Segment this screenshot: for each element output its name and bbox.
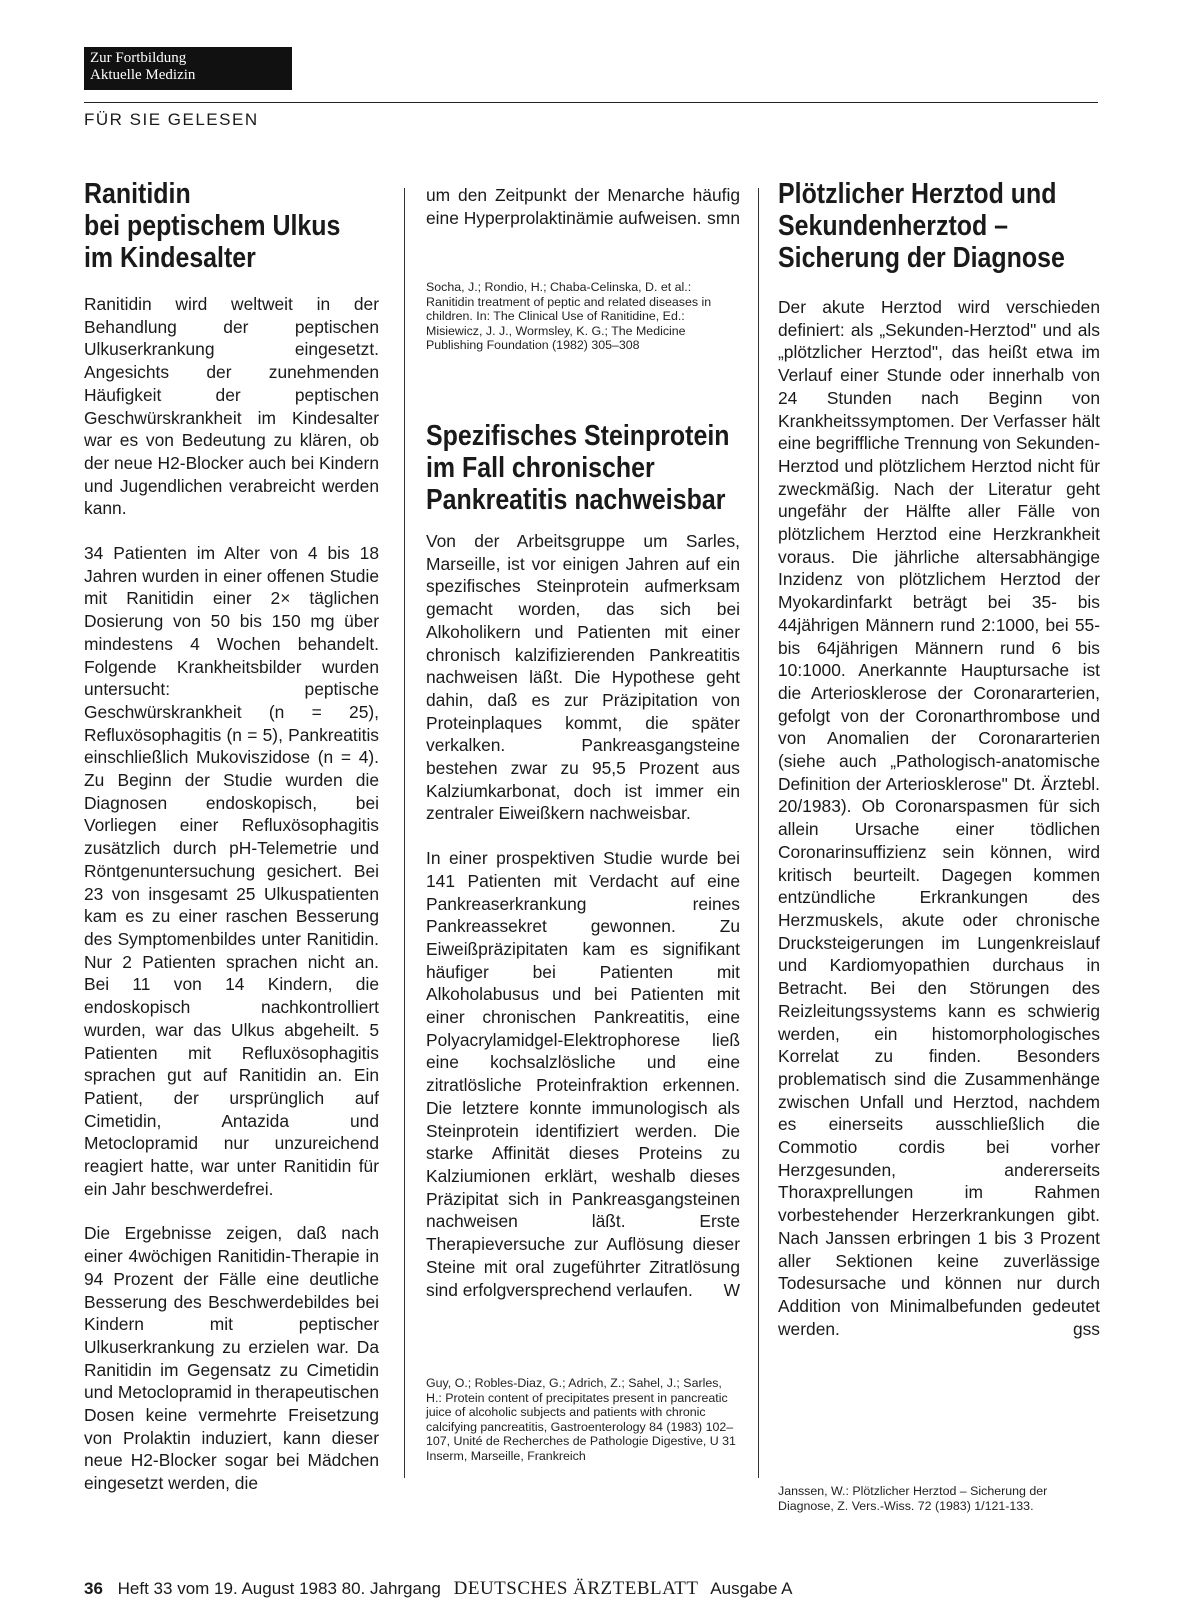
column-divider-2 [758, 188, 759, 1478]
magazine-name: DEUTSCHES ÄRZTEBLATT [453, 1578, 699, 1599]
paragraph-1: Von der Arbeitsgruppe um Sarles, Marseille, ist vor einigen Jahren auf ein spezifisches Steinprotein aufmerksam gemacht worden, das sich bei Alkoholikern und Patienten mit einer chronisch kalzifizierenden Pankreatitis nachweisen läßt. Die Hypothese geht dahin, daß es zur Präzipitation von Proteinplaques kommt, die später verkalken. Pankreasgangsteine bestehen zwar zu 95,5 Prozent aus Kalziumkarbonat, doch ist immer ein zentraler Eiweißkern nachweisbar. [426, 531, 740, 824]
article-body [426, 530, 740, 1301]
article-title-line-1: Spezifisches Steinprotein [426, 420, 730, 452]
paragraph-2: 34 Patienten im Alter von 4 bis 18 Jahren wurden in einer offenen Studie mit Ranitidin einer 2× täglichen Dosierung von 50 bis 150 mg über mindestens 4 Wochen behandelt. Folgende Krankheitsbilder wurden untersucht: peptische Geschwürskrankheit (n = 25), Refluxösophagitis (n = 5), Pankreatitis einschließlich Mukoviszidose (n = 4). Zu Beginn der Studie wurden die Diagnosen endoskopisch, bei Vorliegen einer Refluxösophagitis zusätzlich durch pH-Telemetrie und Röntgenuntersuchung gesichert. Bei 23 von insgesamt 25 Ulkuspatienten kam es zu einer raschen Besserung des Symptomenbildes unter Ranitidin. Nur 2 Patienten sprachen nicht an. Bei 11 von 14 Kindern, die endoskopisch nachkontrolliert wurden, war das Ulkus abgeheilt. 5 Patienten mit Refluxösophagitis sprachen gut auf Ranitidin an. Ein Patient, der ursprünglich auf Cimetidin, Antazida und Metoclopramid nur unzureichend reagiert hatte, war unter Ranitidin für ein Jahr beschwerdefrei. [84, 543, 379, 1199]
article-title-line-3: im Kindesalter [84, 242, 256, 274]
section-badge [84, 47, 292, 90]
section-title: FÜR SIE GELESEN [84, 110, 259, 129]
article-title-line-1: Ranitidin [84, 178, 191, 210]
author-signature: W [723, 1279, 740, 1300]
article-title-line-3: Sicherung der Diagnose [778, 242, 1065, 274]
header-rule [84, 102, 1098, 103]
reference-1: Socha, J.; Rondio, H.; Chaba-Celinska, D. et al.: Ranitidin treatment of peptic and related diseases in children. In: The Clinical Use of Ranitidine, Ed.: Misiewicz, J. J., Wormsley, K. G.; The Medicine Publishing Foundation (1982) 305–308 [426, 280, 712, 353]
article-title [778, 178, 1065, 274]
article-body [84, 293, 379, 1495]
badge-line-2: Aktuelle Medizin [90, 67, 196, 83]
paragraph-3: Die Ergebnisse zeigen, daß nach einer 4wöchigen Ranitidin-Therapie in 94 Prozent der Fälle eine deutliche Besserung des Beschwerdebildes bei Kindern mit peptischer Ulkuserkrankung zu erzielen war. Da Ranitidin im Gegensatz zu Cimetidin und Metoclopramid in therapeutischen Dosen keine vermehrte Freisetzung von Prolaktin induziert, kann dieser neue H2-Blocker sogar bei Mädchen eingesetzt werden, die [84, 1223, 379, 1494]
paragraph-1: Der akute Herztod wird verschieden definiert: als „Sekunden-Herztod" und als „plötzlicher Herztod", das heißt etwa im Verlauf einer Stunde oder innerhalb von 24 Stunden nach Beginn von Krankheitssymptomen. Der Verfasser hält eine begriffliche Trennung von Sekunden-Herztod und plötzlichem Herztod nicht für zweckmäßig. Nach der Literatur geht ungefähr der Hälfte aller Fälle von plötzlichem Herztod eine Herzkrankheit voraus. Die jährliche altersabhängige Inzidenz von plötzlichem Herztod der Myokardinfarkt beträgt bei 35- bis 44jährigen Männern rund 2:1000, bei 55- bis 64jährigen Männern rund 6 bis 10:1000. Anerkannte Hauptursache ist die Arteriosklerose der Coronararterien, gefolgt von der Coronarthrombose und von Anomalien der Coronararterien (siehe auch „Pathologisch-anatomische Definition der Arteriosklerose" Dt. Ärztebl. 20/1983). Ob Coronarspasmen für sich allein Ursache einer tödlichen Coronarinsuffizienz sein können, wird kritisch beurteilt. Dagegen kommen entzündliche Erkrankungen des Herzmuskels, akute oder chronische Drucksteigerungen im Lungenkreislauf und Kardiomyopathien durchaus in Betracht. Bei den Störungen des Reizleitungssystems kann es schwierig werden, ein histomorphologisches Korrelat zu finden. Besonders problematisch sind die Zusammenhänge zwischen Unfall und Herztod, nachdem es einerseits ausschließlich die Commotio cordis bei vorher Herzgesunden, andererseits Thoraxprellungen im Rahmen vorbestehender Herzerkrankungen gibt. Nach Janssen erbringen 1 bis 3 Prozent aller Sektionen keine zuverlässige Todesursache und können nur durch Addition von Minimalbefunden gedeutet werden. [778, 297, 1100, 1339]
reference: Janssen, W.: Plötzlicher Herztod – Sicherung der Diagnose, Z. Vers.-Wiss. 72 (1983) 1/121-133. [778, 1484, 1048, 1513]
author-signature: smn [707, 207, 740, 228]
page-footer [84, 1578, 793, 1600]
badge-line-1: Zur Fortbildung [90, 50, 187, 66]
page-number: 36 [84, 1579, 103, 1598]
article-title-line-2: bei peptischem Ulkus [84, 210, 341, 242]
continued-paragraph: um den Zeitpunkt der Menarche häufig eine Hyperprolaktinämie aufweisen. [426, 185, 740, 228]
article-title-line-3: Pankreatitis nachweisbar [426, 484, 726, 516]
article-title-line-2: im Fall chronischer [426, 452, 655, 484]
column-divider-1 [404, 188, 405, 1478]
issue-info: Heft 33 vom 19. August 1983 80. Jahrgang [117, 1579, 441, 1598]
paragraph-2: In einer prospektiven Studie wurde bei 141 Patienten mit Verdacht auf eine Pankreaserkrankung reines Pankreassekret gewonnen. Zu Eiweißpräzipitaten kam es signifikant häufiger bei Patienten mit Alkoholabusus und bei Patienten mit einer chronischen Pankreatitis, eine Polyacrylamidgel-Elektrophorese ließ eine kochsalzlösliche und eine zitratlösliche Proteinfraktion erkennen. Die letztere konnte immunologisch als Steinprotein identifiziert werden. Die starke Affinität dieses Proteins zu Kalziumionen erklärt, weshalb dieses Präzipitat sich in Pankreasgangsteinen nachweisen läßt. Erste Therapieversuche zur Auflösung dieser Steine mit oral zugeführter Zitratlösung sind erfolgversprechend verlaufen. [426, 848, 740, 1300]
article-title-line-2: Sekundenherztod – [778, 210, 1009, 242]
reference-2: Guy, O.; Robles-Diaz, G.; Adrich, Z.; Sahel, J.; Sarles, H.: Protein content of precipitates present in pancreatic juice of alcoholic subjects and patients with chronic calcifying pancreatitis, Gastroenterology 84 (1983) 102–107, Unité de Recherches de Pathologie Digestive, U 31 Inserm, Marseille, Frankreich [426, 1376, 736, 1463]
article-title-line-1: Plötzlicher Herztod und [778, 178, 1057, 210]
article-title [84, 178, 340, 274]
edition: Ausgabe A [710, 1579, 793, 1598]
paragraph-2-wrap [426, 847, 740, 1301]
continued-text [426, 184, 740, 229]
article-title [426, 420, 730, 516]
paragraph-1: Ranitidin wird weltweit in der Behandlung der peptischen Ulkuserkrankung eingesetzt. Angesichts der zunehmenden Häufigkeit der peptischen Geschwürskrankheit im Kindesalter war es von Bedeutung zu klären, ob der neue H2-Blocker auch bei Kindern und Jugendlichen verabreicht werden kann. [84, 294, 379, 519]
author-signature: gss [1072, 1318, 1100, 1339]
article-body [778, 296, 1100, 1340]
